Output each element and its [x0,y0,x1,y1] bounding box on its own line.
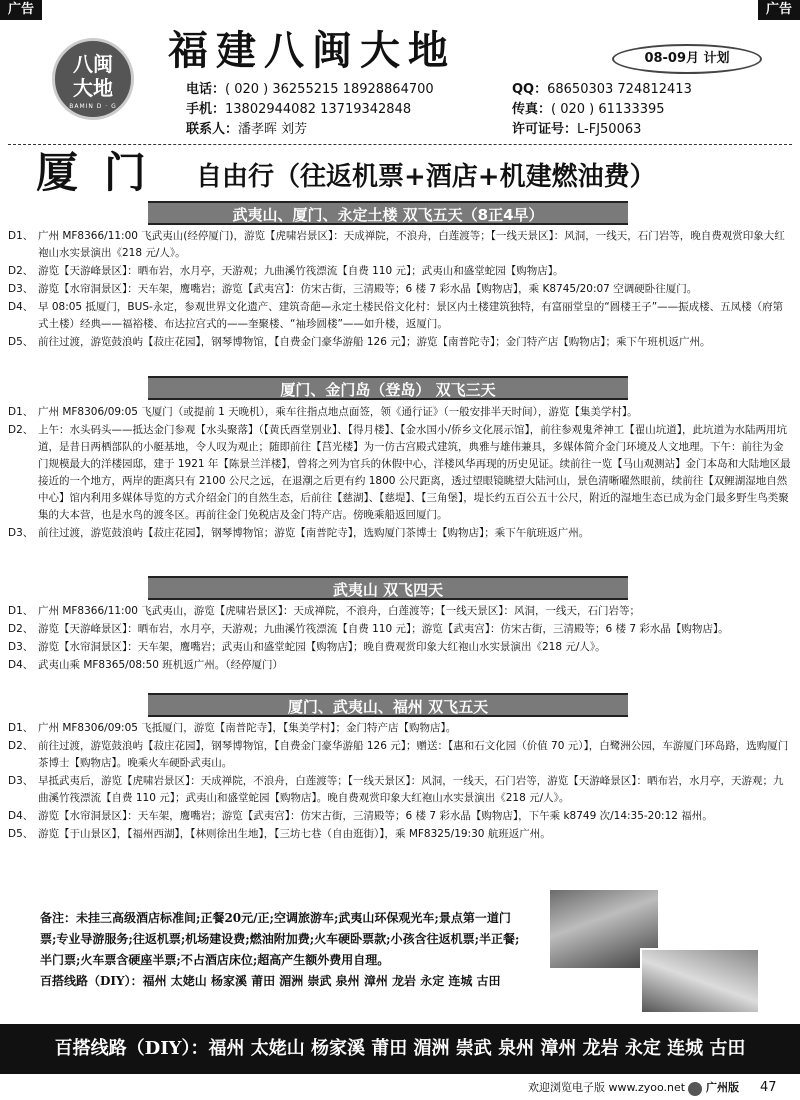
day-text: 游览【水帘洞景区】：天车架，鹰嘴岩；游览【武夷宫】：仿宋古街，三清殿等；6 楼 7 彩水晶【购物店】，下午乘 k8749 次/14:35-20:12 福州。 [38,810,713,822]
itinerary-day [8,281,792,298]
day-text: 武夷山乘 MF8365/08:50 班机返广州。（经停厦门） [38,659,284,671]
page-title-row [0,148,800,198]
route-title: 厦门、武夷山、福州 双飞五天 [148,693,628,717]
day-label: D3、 [8,527,34,539]
phone-line [186,80,434,100]
route-itinerary [8,603,792,675]
page-number: 47 [760,1080,777,1095]
logo-text-line1: 八闽 [73,52,113,76]
day-label: D3、 [8,283,34,295]
license-line [512,120,641,140]
day-label: D4、 [8,301,34,313]
contact-person-line [186,120,307,140]
ad-tag-right: 广告 [758,0,800,20]
day-label: D1、 [8,605,34,617]
day-label: D4、 [8,810,34,822]
itinerary-day [8,263,792,280]
itinerary-day [8,334,792,351]
qq-label: QQ： [512,82,548,97]
route-title: 厦门、金门岛（登岛） 双飞三天 [148,376,628,400]
day-label: D4、 [8,659,34,671]
fax-label: 传真： [512,102,552,117]
qq-line [512,80,692,100]
itinerary-day [8,639,792,656]
day-text: 广州 MF8306/09:05 飞抵厦门，游览【南普陀寺】，【集美学村】；金门特产店【购物店】。 [38,722,457,734]
day-text: 游览【天游峰景区】：晒布岩，水月亭，天游观；九曲溪竹筏漂流【自费 110 元】；游览【武夷宫】：仿宋古街，三清殿等；6 楼 7 彩水晶【购物店】。 [38,623,729,635]
route-title: 武夷山 双飞四天 [148,576,628,600]
day-label: D5、 [8,336,34,348]
scenery-photo-coast [640,948,760,1014]
day-text: 前往过渡，游览鼓浪屿【菽庄花园】，钢琴博物馆；游览【南普陀寺】，选购厦门茶博士【购物店】；乘下午航班返广州。 [38,527,590,539]
company-logo [52,38,134,120]
day-label: D2、 [8,623,34,635]
divider [8,144,792,145]
phone-label: 电话： [186,82,226,97]
day-text: 游览【天游峰景区】：晒布岩，水月亭，天游观；九曲溪竹筏漂流【自费 110 元】；武夷山和盛堂蛇园【购物店】。 [38,265,564,277]
day-text: 早 08:05 抵厦门，BUS-永定，参观世界文化遗产、建筑奇葩—永定土楼民俗文化村：景区内土楼建筑独特，有富丽堂皇的“圆楼王子”——振成楼、五凤楼（府第式土楼）经典——福裕楼、布达拉宫式的——奎聚楼、“袖珍圆楼”——如升楼，返厦门。 [38,301,784,330]
site-logo-icon [688,1082,702,1096]
contact-value: 潘孝晖 刘芳 [238,122,308,137]
day-text: 游览【水帘洞景区】：天车架，鹰嘴岩；游览【武夷宫】：仿宋古街，三清殿等；6 楼 7 彩水晶【购物店】，乘 K8745/20:07 空调硬卧往厦门。 [38,283,698,295]
day-label: D2、 [8,740,34,752]
day-label: D2、 [8,424,34,436]
itinerary-day [8,621,792,638]
ad-tag-left: 广告 [0,0,42,20]
day-label: D1、 [8,230,34,242]
logo-small-text: BAMIN D · G [69,103,117,110]
day-text: 游览【于山景区】，【福州西湖】，【林则徐出生地】，【三坊七巷（自由逛街）】，乘 MF8325/19:30 航班返广州。 [38,828,551,840]
header [0,20,800,142]
day-label: D2、 [8,265,34,277]
day-label: D1、 [8,722,34,734]
itinerary-day [8,299,792,333]
day-label: D3、 [8,641,34,653]
footer-edition: 广州版 [706,1081,739,1094]
license-label: 许可证号： [512,122,578,137]
day-text: 前往过渡，游览鼓浪屿【菽庄花园】，钢琴博物馆，【自费金门豪华游船 126 元】；赠送：【惠和石文化园（价值 70 元）】，白鹭洲公园，车游厦门环岛路，选购厦门茶博士【购物店】。晚乘火车硬卧武夷山。 [38,740,789,769]
itinerary-day [8,525,792,542]
itinerary-day [8,228,792,262]
fax-value: ( 020 ) 61133395 [551,102,665,117]
itinerary-day [8,738,792,772]
notes-label: 备注： [40,911,77,925]
route-itinerary [8,228,792,352]
day-label: D5、 [8,828,34,840]
qq-value: 68650303 724812413 [547,82,692,97]
itinerary-day [8,603,792,620]
mobile-line [186,100,411,120]
route-title: 武夷山、厦门、永定土楼 双飞五天（8正4早） [148,201,628,225]
footer [0,1076,800,1100]
itinerary-day [8,657,792,674]
phone-value: ( 020 ) 36255215 18928864700 [225,82,434,97]
fax-line [512,100,665,120]
day-label: D1、 [8,406,34,418]
license-value: L-FJ50063 [577,122,642,137]
notes-block [40,908,520,992]
diy-routes-banner: 百搭线路（DIY）：福州 太姥山 杨家溪 莆田 湄洲 崇武 泉州 漳州 龙岩 永定 连城 古田 [0,1024,800,1074]
notes-text: 未挂三高级酒店标准间;正餐20元/正;空调旅游车;武夷山环保观光车;景点第一道门票;专业导游服务;往返机票;机场建设费;燃油附加费;火车硬卧票款;小孩含往返机票;半正餐;半门票;火车票含硬座半票;不占酒店床位;超高产生额外费用自理。 [40,911,520,967]
mobile-label: 手机： [186,102,226,117]
plan-badge: 08-09月 计划 [612,44,762,74]
day-text: 广州 MF8306/09:05 飞厦门（或提前 1 天晚机），乘车往指点地点面签，领《通行证》（一般安排半天时间），游览【集美学村】。 [38,406,638,418]
itinerary-day [8,422,792,524]
day-text: 上午：水头码头——抵达金门参观【水头聚落】（【黄氏酉堂别业】、【得月楼】、【金水国小/侨乡文化展示馆】，前往参观鬼斧神工【翟山坑道】，此坑道为水陆两用坑道，是昔日两栖部队的小艇基地，令人叹为观止；随即前往【莒光楼】为一仿古宫殿式建筑，典雅与雄伟兼具，多媒体简介金门环境及人文地理。下午：前往为金门规模最大的洋楼园邸，建于 1921 年【陈景兰洋楼】，曾将之列为官兵的休假中心，洋楼风华再现的历史见证。续前往一览【马山观测站】金门本岛和大陆地区最接近的一个地方，两岸的距离只有 2100 公尺之远，在退潮之后更有约 1800 公尺距离，透过望眼镜眺望大陆河山，景色清晰曜然眼前，续前往【双鲤湖湿地自然中心】馆内利用多媒体导览的方式介绍金门的自然生态，后前往【慈湖】、【慈堤】、【三角堡】，堤长约五百公五十公尺，附近的湿地生态已成为金门最多野生鸟类聚集的大本营，也是水鸟的渡冬区。再前往金门免税店及金门特产店。傍晚乘船返回厦门。 [38,424,791,521]
day-text: 游览【水帘洞景区】：天车架，鹰嘴岩；武夷山和盛堂蛇园【购物店】；晚自费观赏印象大红袍山水实景演出《218 元/人》。 [38,641,606,653]
route-itinerary [8,720,792,844]
day-text: 广州 MF8366/11:00 飞武夷山，游览【虎啸岩景区】：天成禅院，不浪舟，白莲渡等；【一线天景区】：风洞，一线天，石门岩等； [38,605,641,617]
itinerary-day [8,720,792,737]
page-subtitle: 自由行（往返机票+酒店+机建燃油费） [196,162,656,192]
logo-text-line2: 大地 [73,76,113,100]
itinerary-day [8,773,792,807]
page-title: 厦门 [36,148,173,197]
route-itinerary [8,404,792,543]
itinerary-day [8,826,792,843]
mobile-value: 13802944082 13719342848 [225,102,412,117]
day-text: 早抵武夷后，游览【虎啸岩景区】：天成禅院，不浪舟，白莲渡等；【一线天景区】：风洞，一线天，石门岩等，游览【天游峰景区】：晒布岩，水月亭，天游观；九曲溪竹筏漂流【自费 110 元】；武夷山和盛堂蛇园【购物店】。晚自费观赏印象大红袍山水实景演出《218 元/人》。 [38,775,784,804]
diy-line: 百搭线路（DIY）：福州 太姥山 杨家溪 莆田 湄洲 崇武 泉州 漳州 龙岩 永定 连城 古田 [40,974,501,988]
itinerary-day [8,404,792,421]
day-text: 广州 MF8366/11:00 飞武夷山(经停厦门)，游览【虎啸岩景区】：天成禅院，不浪舟，白莲渡等；【一线天景区】：风洞，一线天，石门岩等，晚自费观赏印象大红袍山水实景演出《218 元/人》。 [38,230,785,259]
day-label: D3、 [8,775,34,787]
itinerary-day [8,808,792,825]
company-name: 福建八闽大地 [168,27,456,74]
contact-label: 联系人： [186,122,239,137]
footer-browse-text: 欢迎浏览电子版 www.zyoo.net [528,1081,686,1094]
day-text: 前往过渡，游览鼓浪屿【菽庄花园】，钢琴博物馆，【自费金门豪华游船 126 元】；游览【南普陀寺】；金门特产店【购物店】；乘下午班机返广州。 [38,336,711,348]
